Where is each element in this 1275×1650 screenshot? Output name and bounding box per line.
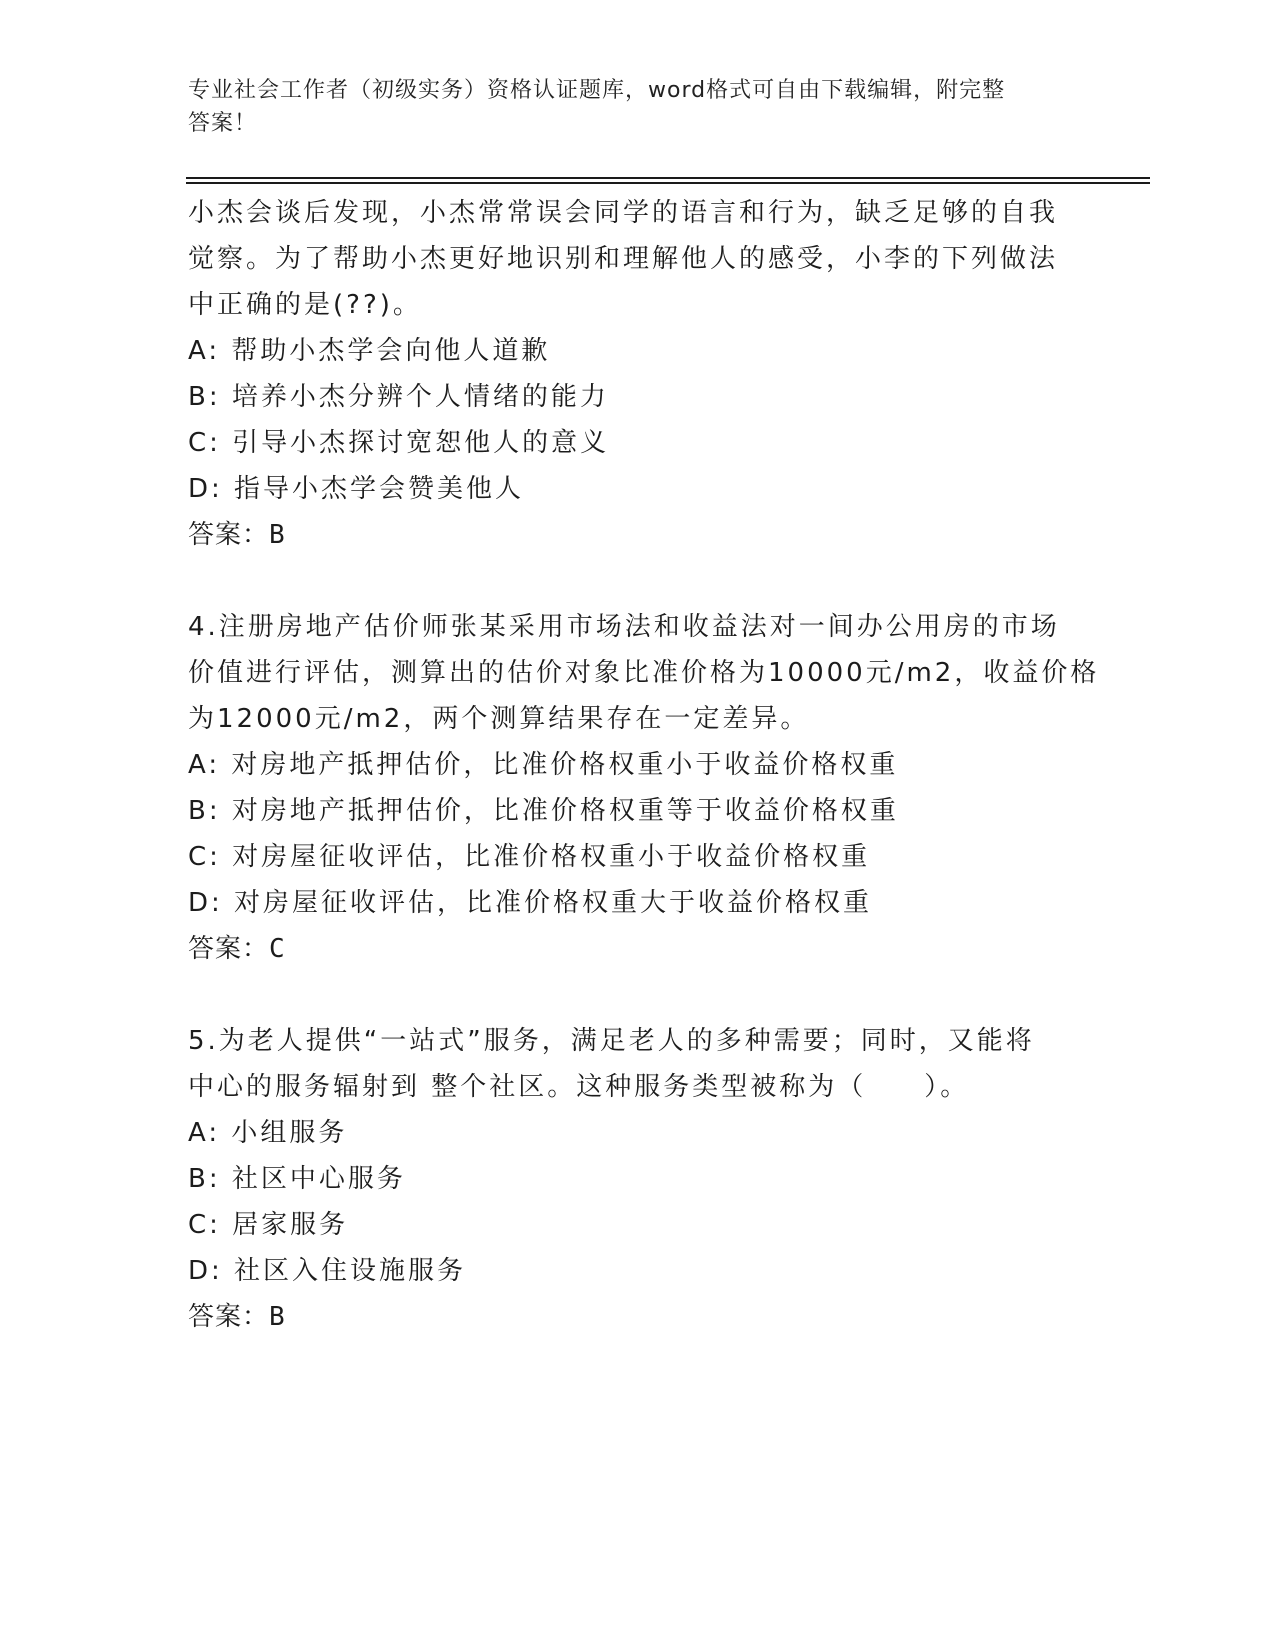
question-stem-line: 中心的服务辐射到 整个社区。这种服务类型被称为（ ）。	[188, 1072, 970, 1102]
option-b: B: 社区中心服务	[188, 1164, 406, 1194]
spacer	[188, 972, 1088, 1018]
document-header	[188, 74, 1088, 140]
option-b: B: 对房地产抵押估价，比准价格权重等于收益价格权重	[188, 796, 899, 826]
option-b: B: 培养小杰分辨个人情绪的能力	[188, 382, 609, 412]
question-4	[188, 604, 1100, 972]
option-d: D: 对房屋征收评估，比准价格权重大于收益价格权重	[188, 888, 873, 918]
question-stem-line: 中正确的是(??)。	[188, 290, 422, 320]
question-stem-line: 4.注册房地产估价师张某采用市场法和收益法对一间办公用房的市场	[188, 612, 1060, 642]
spacer	[188, 558, 1088, 604]
question-stem-line: 觉察。为了帮助小杰更好地识别和理解他人的感受，小李的下列做法	[188, 244, 1059, 274]
question-list	[188, 190, 1100, 1340]
option-c: C: 对房屋征收评估，比准价格权重小于收益价格权重	[188, 842, 871, 872]
option-a: A: 小组服务	[188, 1118, 348, 1148]
option-a: A: 帮助小杰学会向他人道歉	[188, 336, 551, 366]
header-line-2: 答案！	[188, 111, 258, 136]
question-stem-line: 价值进行评估，测算出的估价对象比准价格为10000元/m2，收益价格	[188, 658, 1100, 688]
header-line-1: 专业社会工作者（初级实务）资格认证题库，word格式可自由下载编辑，附完整	[188, 78, 1006, 103]
answer-label: 答案：B	[188, 520, 286, 550]
answer-label: 答案：B	[188, 1302, 286, 1332]
answer-label: 答案：C	[188, 934, 286, 964]
option-d: D: 社区入住设施服务	[188, 1256, 467, 1286]
question-stem-line: 为12000元/m2，两个测算结果存在一定差异。	[188, 704, 810, 734]
question-3	[188, 190, 1088, 558]
question-5	[188, 1018, 1088, 1340]
header-divider-bottom	[186, 182, 1150, 184]
option-d: D: 指导小杰学会赞美他人	[188, 474, 525, 504]
option-c: C: 引导小杰探讨宽恕他人的意义	[188, 428, 610, 458]
option-a: A: 对房地产抵押估价，比准价格权重小于收益价格权重	[188, 750, 899, 780]
option-c: C: 居家服务	[188, 1210, 349, 1240]
header-divider-top	[186, 177, 1150, 179]
question-stem-line: 小杰会谈后发现，小杰常常误会同学的语言和行为，缺乏足够的自我	[188, 198, 1059, 228]
question-stem-line: 5.为老人提供“一站式”服务，满足老人的多种需要；同时，又能将	[188, 1026, 1035, 1056]
